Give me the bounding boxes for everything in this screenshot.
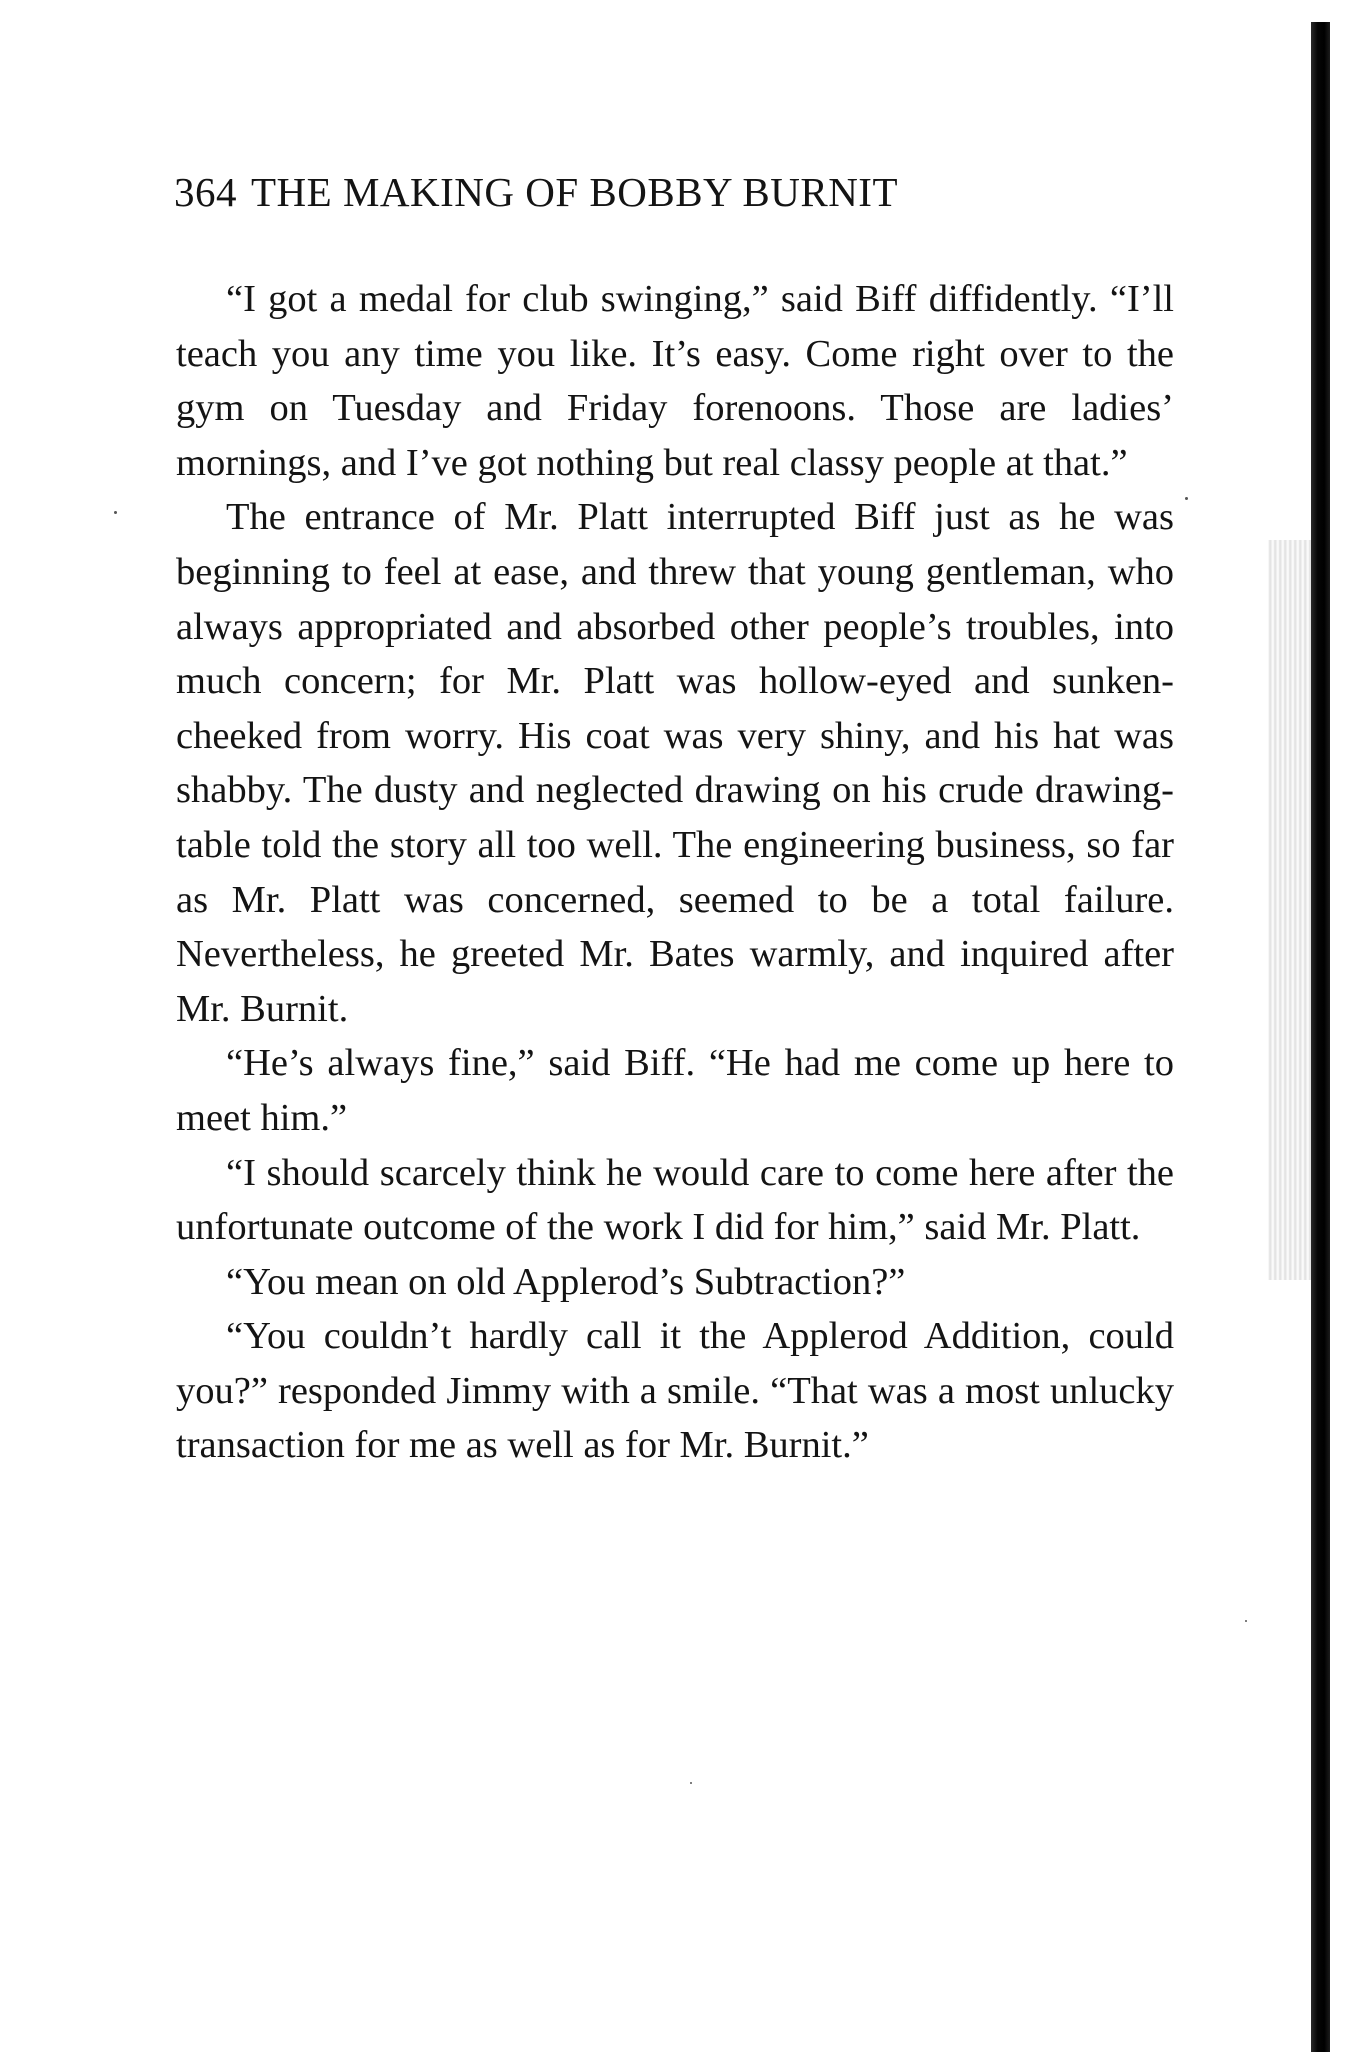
paragraph-1: “I got a medal for club swinging,” said Biff diffidently. “I’ll teach you any time you like. It’s easy. Come right over to the gym on Tuesday and Friday forenoons. Those are ladies’ mornings, and I’ve got nothing but real classy people at that.” <box>176 278 1174 484</box>
scan-speck <box>114 511 117 514</box>
paragraph-6: “You couldn’t hardly call it the Applerod Addition, could you?” responded Jimmy with a smile. “That was a most unlucky transaction for me as well as for Mr. Burnit.” <box>176 1315 1174 1467</box>
body-text <box>176 272 1174 1473</box>
scan-speck <box>1245 1620 1247 1622</box>
paragraph-5: “You mean on old Applerod’s Subtraction?” <box>226 1260 906 1303</box>
scan-speck <box>1185 497 1188 500</box>
scan-speck <box>690 1782 692 1784</box>
running-title: THE MAKING OF BOBBY BURNIT <box>251 169 898 215</box>
running-head <box>174 169 898 215</box>
page-number: 364 <box>174 169 237 215</box>
paragraph-3: “He’s always fine,” said Biff. “He had me come up here to meet him.” <box>176 1042 1174 1139</box>
binding-edge <box>1311 22 1330 2052</box>
paragraph-4: “I should scarcely think he would care to come here after the unfortunate outcome of the work I did for him,” said Mr. Platt. <box>176 1151 1174 1249</box>
paragraph-2: The entrance of Mr. Platt interrupted Biff just as he was beginning to feel at ease, and threw that young gentleman, who always appropriated and absorbed other people’s troubles, into much concern; for Mr. Platt was hollow-eyed and sunken-cheeked from worry. His coat was very shiny, and his hat was shabby. The dusty and neglected drawing on his crude drawing-table told the story all too well. The engineering business, so far as Mr. Platt was concerned, seemed to be a total failure. Nevertheless, he greeted Mr. Bates warmly, and inquired after Mr. Burnit. <box>176 496 1174 1030</box>
binding-shadow <box>1268 540 1312 1280</box>
